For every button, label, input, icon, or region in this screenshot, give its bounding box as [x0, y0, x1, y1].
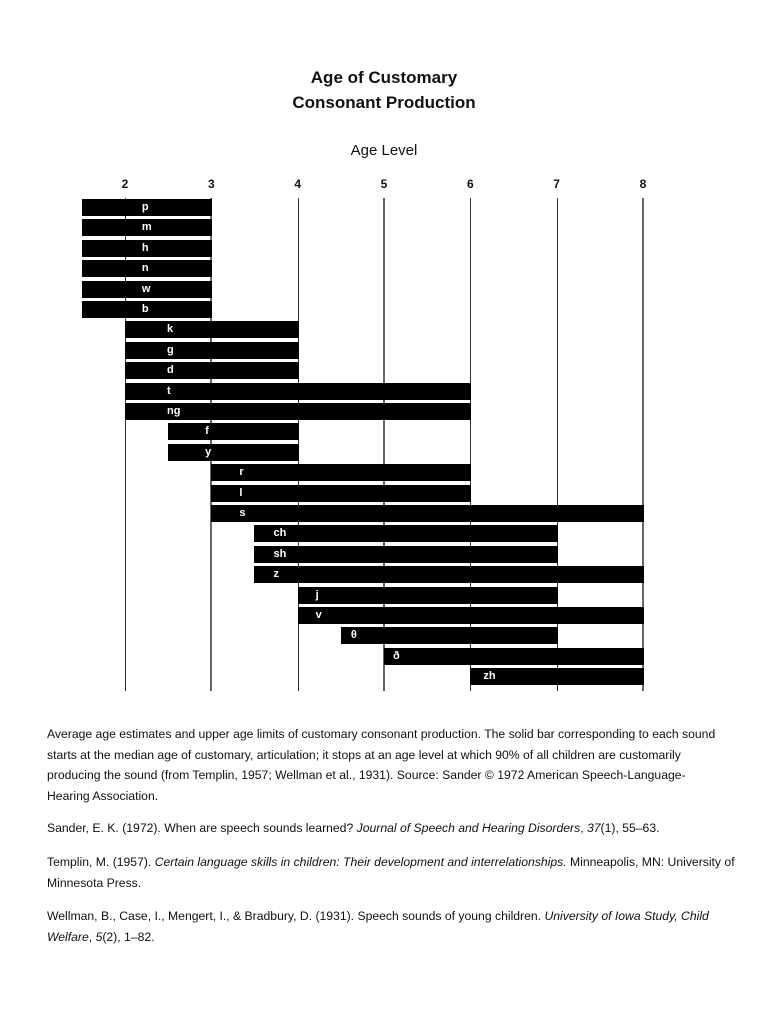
bar-ng: [125, 403, 471, 420]
bar-label: b: [141, 303, 149, 315]
bar-z: [254, 566, 643, 583]
reference-text: Templin, M. (1957).: [47, 855, 155, 869]
bar-label: θ: [350, 629, 357, 642]
bar-label: k: [167, 323, 174, 336]
bar-n: [82, 260, 212, 277]
reference-italic: University of Iowa Study, Child Welfare: [47, 909, 709, 944]
bar-k: [125, 321, 299, 338]
reference-entry: [47, 906, 737, 947]
bar-label: ng: [167, 405, 181, 417]
x-tick-label: 2: [121, 177, 129, 191]
bar-label: sh: [273, 547, 287, 560]
bar-label: z: [273, 568, 279, 581]
bar-θ: [341, 627, 558, 644]
bar-label: r: [239, 466, 244, 479]
bar-label: n: [141, 262, 149, 275]
x-tick-label: 5: [380, 177, 388, 191]
bar-label: ð: [392, 649, 400, 662]
bar-l: [211, 485, 471, 502]
bar-label: h: [141, 241, 149, 254]
x-tick-label: 6: [466, 177, 474, 191]
bar-label: s: [239, 507, 246, 519]
reference-text: Wellman, B., Case, I., Mengert, I., & Bradbury, D. (1931). Speech sounds of young children.: [47, 909, 545, 923]
bar-d: [125, 362, 299, 379]
bar-g: [125, 342, 299, 359]
bar-zh: [470, 668, 644, 685]
bar-v: [298, 607, 644, 624]
reference-text: ,: [580, 821, 587, 835]
reference-text: Minneapolis, MN: University of Minnesota Press.: [47, 855, 735, 890]
bar-label: zh: [483, 670, 496, 683]
bar-ð: [384, 648, 644, 665]
reference-italic: 5: [95, 929, 103, 944]
bar-sh: [254, 546, 557, 563]
x-tick-label: 8: [639, 177, 647, 191]
x-tick-label: 3: [207, 177, 215, 191]
reference-text: ,: [88, 929, 96, 944]
bar-label: v: [315, 609, 322, 621]
bar-r: [211, 464, 471, 481]
bar-label: w: [141, 282, 151, 295]
bar-w: [82, 281, 212, 298]
bar-j: [298, 587, 558, 604]
reference-text: (1), 55–63.: [600, 821, 660, 835]
bar-h: [82, 240, 212, 257]
reference-text: Sander, E. K. (1972). When are speech sounds learned?: [47, 821, 357, 835]
reference-entry: [47, 852, 737, 893]
x-axis-title: Age Level: [350, 142, 418, 159]
reference-italic: 37: [586, 821, 601, 835]
bar-label: f: [205, 425, 209, 438]
bar-label: t: [167, 384, 171, 397]
bar-ch: [254, 525, 557, 542]
bar-label: ch: [273, 527, 287, 540]
bar-label: y: [205, 445, 212, 458]
figure-caption: Average age estimates and upper age limits of customary consonant production. The solid bar corresponding to each sound starts at the median age of customary, articulation; it stops at an age level at which 90% of all children are customarily producing the sound (from Templin, 1957; Wellman et al., 1931). Source: Sander © 1972 American Speech-Language-Hearing Association.: [47, 727, 716, 803]
bar-f: [168, 423, 298, 440]
reference-entry: [47, 818, 737, 839]
bar-label: d: [167, 364, 174, 377]
x-tick-label: 4: [294, 177, 301, 191]
bar-t: [125, 383, 471, 400]
bar-s: [211, 505, 644, 522]
bar-p: [82, 199, 212, 216]
bar-m: [82, 219, 212, 236]
reference-text: (2), 1–82.: [102, 929, 155, 944]
bar-label: p: [141, 201, 149, 213]
reference-italic: Journal of Speech and Hearing Disorders: [356, 821, 581, 835]
chart-title-line-1: Age of Customary: [310, 68, 458, 87]
bar-label: l: [239, 486, 243, 499]
x-tick-label: 7: [553, 177, 560, 191]
bar-y: [168, 444, 298, 461]
bar-label: m: [141, 221, 152, 234]
bar-b: [82, 301, 212, 318]
bar-label: j: [315, 588, 319, 601]
chart-title-line-2: Consonant Production: [292, 93, 476, 112]
reference-italic: Certain language skills in children: Their development and interrelationships.: [154, 855, 567, 869]
bar-label: g: [167, 343, 174, 356]
